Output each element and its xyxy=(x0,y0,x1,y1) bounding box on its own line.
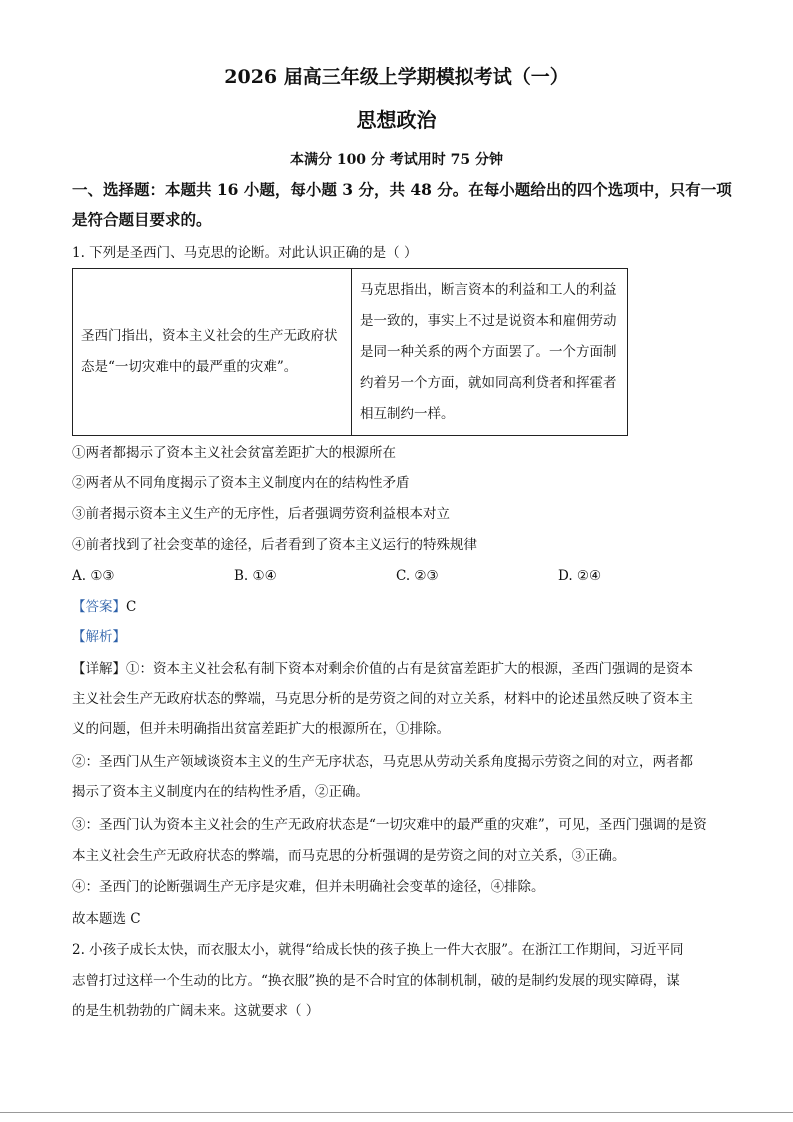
question-1-quote-table xyxy=(72,268,628,436)
question-2-line-1: 2. 小孩子成长太快，而衣服太小，就得“给成长快的孩子换上一件大衣服”。在浙江工作期间，习近平同 xyxy=(72,942,684,958)
detail-line-4: ②：圣西门从生产领域谈资本主义的生产无序状态，马克思从劳动关系角度揭示劳资之间的对立，两者都 xyxy=(72,754,693,770)
detail-line-9: 故本题选 C xyxy=(72,911,141,927)
question-2-line-2: 志曾打过这样一个生动的比方。“换衣服”换的是不合时宜的体制机制，破的是制约发展的现实障碍，谋 xyxy=(72,973,680,989)
answer-value: C xyxy=(126,599,137,615)
detail-line-5: 揭示了资本主义制度内在的结构性矛盾，②正确。 xyxy=(72,784,369,800)
exam-title: 2026 届高三年级上学期模拟考试（一） xyxy=(224,66,569,88)
answer-label: 【答案】 xyxy=(72,599,126,615)
option-b: B. ①④ xyxy=(234,568,277,584)
analysis-label: 【解析】 xyxy=(72,629,126,645)
statement-2: ②两者从不同角度揭示了资本主义制度内在的结构性矛盾 xyxy=(72,475,410,491)
statement-4: ④前者找到了社会变革的途径，后者看到了资本主义运行的特殊规律 xyxy=(72,537,477,553)
subject-title: 思想政治 xyxy=(356,108,437,132)
detail-line-2: 主义社会生产无政府状态的弊端，马克思分析的是劳资之间的对立关系，材料中的论述虽然反映了资本主 xyxy=(72,691,693,707)
answer-line xyxy=(72,598,732,616)
detail-line-1: 【详解】①：资本主义社会私有制下资本对剩余价值的占有是贫富差距扩大的根源，圣西门强调的是资本 xyxy=(72,661,693,677)
detail-line-3: 义的问题，但并未明确指出贫富差距扩大的根源所在，①排除。 xyxy=(72,721,450,737)
detail-line-8: ④：圣西门的论断强调生产无序是灾难，但并未明确社会变革的途径，④排除。 xyxy=(72,879,545,895)
detail-line-6: ③：圣西门认为资本主义社会的生产无政府状态是“一切灾难中的最严重的灾难”，可见，圣西门强调的是资 xyxy=(72,817,707,833)
section-heading-line1: 一、选择题：本题共 16 小题，每小题 3 分，共 48 分。在每小题给出的四个选项中，只有一项 xyxy=(72,180,732,199)
option-d: D. ②④ xyxy=(558,568,602,584)
quote-saint-simon: 圣西门指出，资本主义社会的生产无政府状态是“一切灾难中的最严重的灾难”。 xyxy=(73,269,352,436)
question-2-line-3: 的是生机勃勃的广阔未来。这就要求（ ） xyxy=(72,1003,320,1019)
exam-info: 本满分 100 分 考试用时 75 分钟 xyxy=(289,152,504,168)
detail-line-7: 本主义社会生产无政府状态的弊端，而马克思的分析强调的是劳资之间的对立关系，③正确。 xyxy=(72,848,626,864)
quote-marx: 马克思指出，断言资本的利益和工人的利益是一致的，事实上不过是说资本和雇佣劳动是同一种关系的两个方面罢了。一个方面制约着另一个方面，就如同高利贷者和挥霍者相互制约一样。 xyxy=(352,269,628,436)
section-heading-line2: 是符合题目要求的。 xyxy=(72,210,212,229)
statement-1: ①两者都揭示了资本主义社会贫富差距扩大的根源所在 xyxy=(72,445,396,461)
page-bottom-rule xyxy=(0,1112,793,1113)
option-c: C. ②③ xyxy=(396,568,439,584)
options-row xyxy=(72,567,732,585)
option-a: A. ①③ xyxy=(72,568,115,584)
statement-3: ③前者揭示资本主义生产的无序性，后者强调劳资利益根本对立 xyxy=(72,506,450,522)
question-1-stem: 1. 下列是圣西门、马克思的论断。对此认识正确的是（ ） xyxy=(72,245,418,261)
